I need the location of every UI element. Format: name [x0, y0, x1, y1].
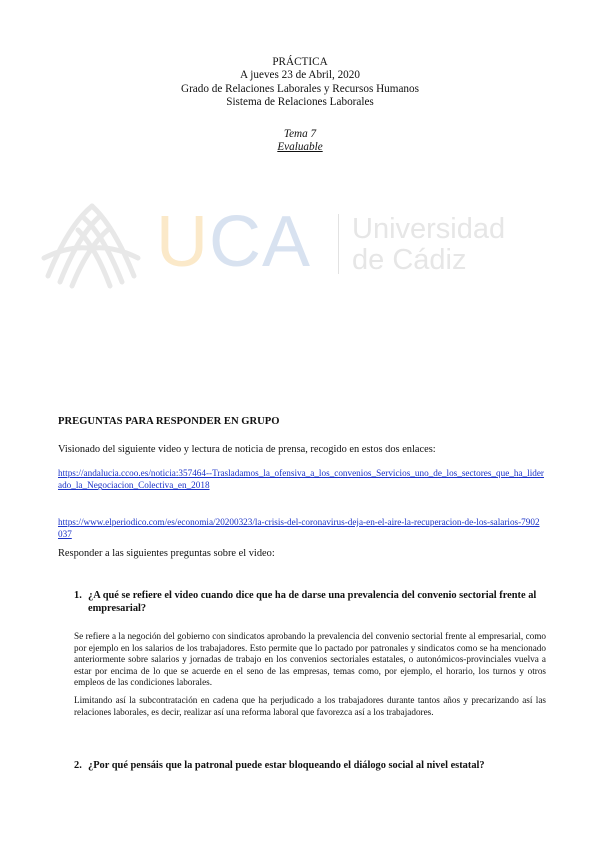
university-name-line1: Universidad: [352, 213, 506, 245]
section-title: PREGUNTAS PARA RESPONDER EN GRUPO: [58, 416, 280, 427]
university-watermark: [38, 196, 538, 296]
header-date: A jueves 23 de Abril, 2020: [240, 69, 360, 82]
watermark-divider: [338, 214, 339, 274]
respond-intro: Responder a las siguientes preguntas sobre el video:: [58, 548, 275, 559]
question-2: [74, 760, 544, 773]
evaluable-label: Evaluable: [277, 141, 323, 154]
question-1-text: ¿A qué se refiere el video cuando dice que ha de darse una prevalencia del convenio sectorial frente al empresarial?: [88, 590, 537, 614]
header-title: PRÁCTICA: [272, 56, 328, 68]
header-degree: Grado de Relaciones Laborales y Recursos Humanos: [181, 82, 419, 95]
ccoo-news-link[interactable]: https://andalucia.ccoo.es/noticia:357464--Trasladamos_la_ofensiva_a_los_convenios_Servicios_uno_de_los_sectores_que_ha_liderado_la_Negociacion_Colectiva_en_2018: [58, 468, 544, 491]
university-emblem-icon: [38, 196, 144, 292]
topic-label: Tema 7: [283, 128, 317, 140]
topic-block: [0, 128, 600, 155]
question-1-number: 1.: [74, 590, 82, 601]
header-subject: Sistema de Relaciones Laborales: [226, 96, 374, 109]
intro-text: Visionado del siguiente video y lectura de noticia de prensa, recogido en estos dos enlaces:: [58, 444, 436, 455]
answer-1-paragraph-2: Limitando así la subcontratación en cadena que ha perjudicado a los trabajadores durante tantos años y precarizando así las relaciones laborales, es decir, realizar así una reforma laboral que favorezca así a los trabajadores.: [74, 695, 546, 717]
question-2-number: 2.: [74, 760, 82, 771]
answer-1-paragraph-1: Se refiere a la negoción del gobierno con sindicatos aprobando la prevalencia del convenio sectorial frente al empresarial, como por ejemplo en los salarios de los trabajadores. Esto permite que lo pactado por patronales y sindicatos como se ha mencionado anteriormente sobre salarios y jornadas de trabajo en los convenios sectoriales estatales, o autonómicos-provinciales vuelva a estar por encima de lo que se acuerde en el seno de las empresas, temas como, por ejemplo, el horario, los turnos y otros empleos de las condiciones laborales.: [74, 631, 546, 688]
question-1: [74, 590, 544, 615]
document-header: [0, 56, 600, 110]
question-2-text: ¿Por qué pensáis que la patronal puede estar bloqueando el diálogo social al nivel estatal?: [88, 760, 485, 771]
university-name: [352, 214, 505, 276]
uca-logo-text: UCA: [156, 202, 312, 282]
university-name-line2: de Cádiz: [352, 244, 467, 276]
elperiodico-news-link[interactable]: https://www.elperiodico.com/es/economia/20200323/la-crisis-del-coronavirus-deja-en-el-aire-la-recuperacion-de-los-salarios-7902037: [58, 517, 540, 540]
